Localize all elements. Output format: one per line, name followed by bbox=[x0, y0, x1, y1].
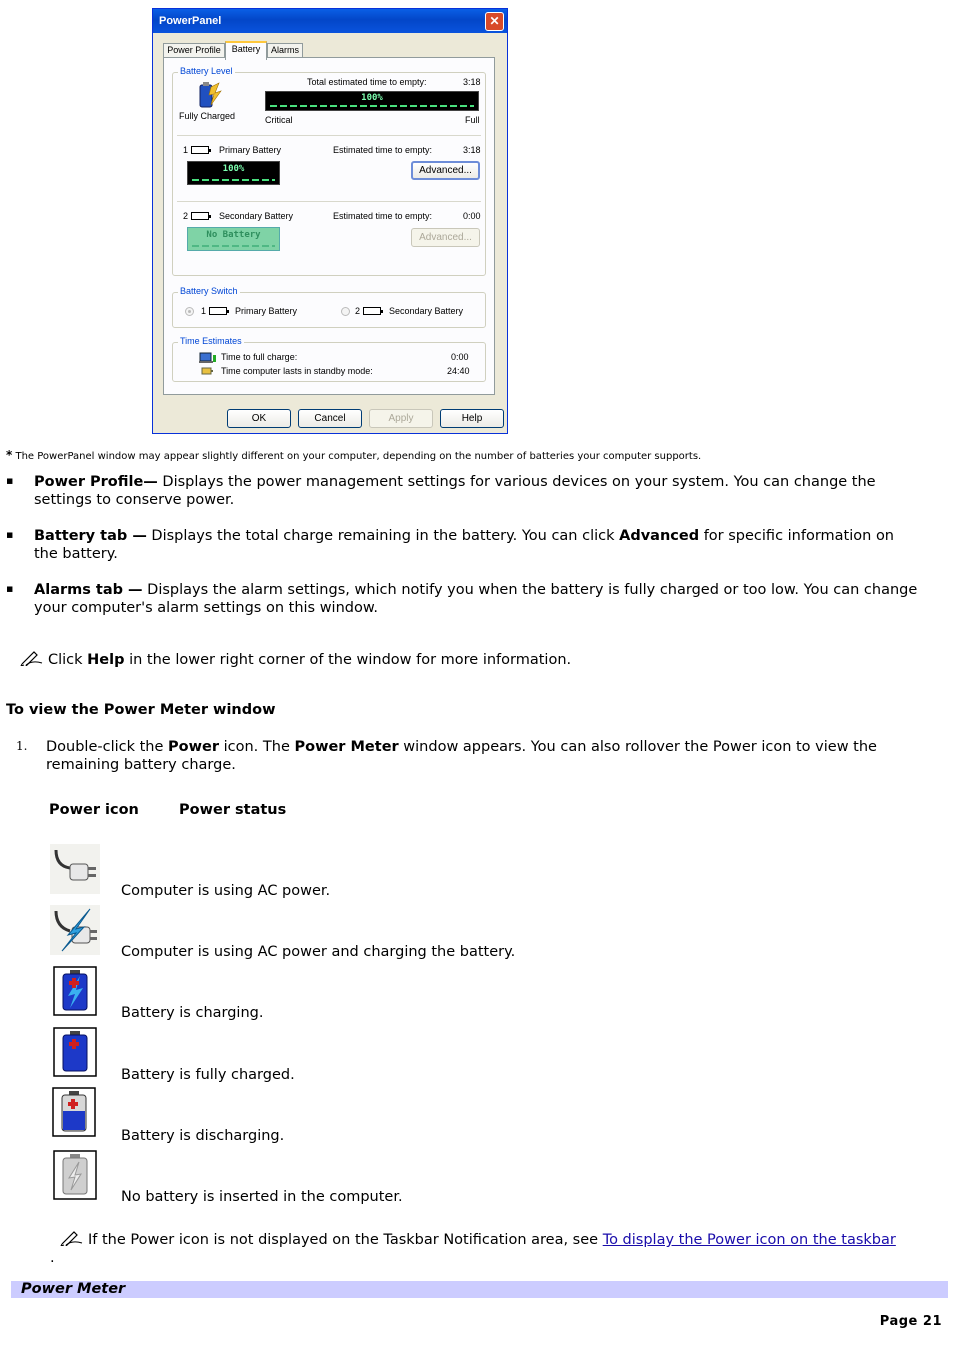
fully-charged-label: Fully Charged bbox=[179, 111, 236, 121]
bullet-bold-advanced: Advanced bbox=[619, 528, 700, 544]
powerpanel-window bbox=[152, 8, 508, 434]
full-charge-value: 0:00 bbox=[451, 352, 469, 362]
note-pre: Click bbox=[48, 652, 88, 668]
bullet-glyph: ▪ bbox=[6, 528, 14, 541]
standby-value: 24:40 bbox=[447, 366, 470, 376]
full-label: Full bbox=[465, 115, 480, 125]
note-pencil-icon bbox=[20, 650, 44, 666]
bullet-text-end: for specific information on the battery. bbox=[34, 528, 895, 562]
primary-meter-text: 100% bbox=[222, 164, 245, 174]
switch-primary-number: 1 bbox=[201, 306, 207, 316]
step-bold-power-meter: Power Meter bbox=[294, 739, 399, 755]
computer-charge-icon bbox=[199, 352, 217, 364]
switch-primary-label: Primary Battery bbox=[235, 306, 298, 316]
ac-charging-icon bbox=[50, 905, 100, 955]
secondary-label: Secondary Battery bbox=[219, 211, 294, 221]
note-taskbar bbox=[60, 1230, 896, 1248]
secondary-time-label: Estimated time to empty: bbox=[333, 211, 433, 221]
standby-icon bbox=[201, 366, 215, 376]
status-text: No battery is inserted in the computer. bbox=[121, 1189, 403, 1205]
taskbar-icon-link[interactable]: To display the Power icon on the taskbar bbox=[602, 1232, 896, 1248]
battery-small-icon bbox=[363, 307, 381, 315]
bullet-text: Displays the power management settings for various devices on your system. You can change the settings to conserve power. bbox=[34, 474, 876, 508]
primary-time-value: 3:18 bbox=[463, 145, 481, 155]
tab-power-profile[interactable]: Power Profile bbox=[163, 43, 225, 58]
secondary-number: 2 bbox=[183, 211, 189, 221]
bullet-text: Displays the total charge remaining in the battery. You can click bbox=[146, 528, 620, 544]
secondary-battery-meter bbox=[187, 227, 280, 251]
divider bbox=[177, 201, 481, 202]
standby-label: Time computer lasts in standby mode: bbox=[221, 366, 373, 376]
primary-battery-radio[interactable] bbox=[185, 307, 194, 316]
column-header-status: Power status bbox=[179, 802, 287, 818]
total-time-value: 3:18 bbox=[463, 77, 481, 87]
secondary-advanced-button[interactable]: Advanced... bbox=[411, 228, 480, 247]
close-icon[interactable]: ✕ bbox=[485, 12, 504, 31]
bullet-bold: Alarms tab — bbox=[34, 582, 143, 598]
note-help bbox=[20, 650, 571, 668]
secondary-time-value: 0:00 bbox=[463, 211, 481, 221]
primary-number: 1 bbox=[183, 145, 189, 155]
battery-switch-label: Battery Switch bbox=[180, 286, 238, 296]
status-text: Computer is using AC power and charging the battery. bbox=[121, 944, 516, 960]
divider bbox=[177, 135, 481, 136]
bullet-alarms-tab bbox=[34, 581, 919, 617]
tab-alarms[interactable]: Alarms bbox=[267, 43, 303, 58]
battery-level-group bbox=[172, 66, 486, 276]
figure-caption bbox=[6, 448, 701, 462]
note2-pre: If the Power icon is not displayed on the Taskbar Notification area, see bbox=[88, 1232, 603, 1248]
bullet-text: Displays the alarm settings, which notify you when the battery is fully charged or too low. You can change your computer's alarm settings on this window. bbox=[34, 582, 918, 616]
ac-plug-icon bbox=[50, 844, 100, 894]
total-time-label: Total estimated time to empty: bbox=[307, 77, 427, 87]
total-battery-meter bbox=[265, 91, 479, 111]
caption-star: * bbox=[6, 448, 13, 462]
total-meter-text: 100% bbox=[361, 93, 383, 103]
switch-secondary-label: Secondary Battery bbox=[389, 306, 464, 316]
bullet-glyph: ▪ bbox=[6, 582, 14, 595]
primary-label: Primary Battery bbox=[219, 145, 282, 155]
battery-small-icon bbox=[191, 146, 209, 154]
cancel-button[interactable]: Cancel bbox=[298, 409, 362, 428]
bullet-power-profile bbox=[34, 473, 919, 509]
battery-charging-icon bbox=[50, 966, 100, 1016]
meter-segments bbox=[270, 105, 474, 107]
battery-switch-group bbox=[172, 286, 486, 328]
tab-battery[interactable]: Battery bbox=[225, 41, 267, 60]
note-bold: Help bbox=[87, 652, 125, 668]
page-number: Page 21 bbox=[879, 1314, 942, 1329]
time-estimates-label: Time Estimates bbox=[180, 336, 242, 346]
bullet-glyph: ▪ bbox=[6, 474, 14, 487]
step-post: window appears. You can also rollover the Power icon to view the remaining battery charge. bbox=[46, 739, 877, 773]
switch-secondary-number: 2 bbox=[355, 306, 361, 316]
step-text bbox=[46, 738, 926, 774]
battery-full-icon bbox=[50, 1027, 100, 1077]
bullet-battery-tab bbox=[34, 527, 919, 563]
step-number: 1. bbox=[16, 739, 28, 753]
secondary-battery-radio[interactable] bbox=[341, 307, 350, 316]
battery-small-icon bbox=[191, 212, 209, 220]
meter-segments bbox=[192, 245, 275, 247]
status-text: Computer is using AC power. bbox=[121, 883, 331, 899]
step-pre: Double-click the bbox=[46, 739, 169, 755]
ok-button[interactable]: OK bbox=[227, 409, 291, 428]
primary-time-label: Estimated time to empty: bbox=[333, 145, 433, 155]
status-text: Battery is discharging. bbox=[121, 1128, 285, 1144]
battery-level-label: Battery Level bbox=[180, 66, 233, 76]
column-header-icon: Power icon bbox=[49, 802, 139, 818]
window-title: PowerPanel bbox=[153, 9, 507, 33]
meter-segments bbox=[192, 179, 275, 181]
bullet-bold: Power Profile— bbox=[34, 474, 158, 490]
no-battery-icon bbox=[50, 1150, 100, 1200]
critical-label: Critical bbox=[265, 115, 293, 125]
battery-small-icon bbox=[209, 307, 227, 315]
status-text: Battery is fully charged. bbox=[121, 1067, 295, 1083]
status-text: Battery is charging. bbox=[121, 1005, 264, 1021]
time-estimates-group bbox=[172, 336, 486, 382]
bullet-bold: Battery tab — bbox=[34, 528, 147, 544]
primary-battery-meter bbox=[187, 161, 280, 185]
section-heading: To view the Power Meter window bbox=[6, 702, 276, 718]
note2-period: . bbox=[50, 1250, 55, 1266]
tab-panel bbox=[163, 57, 495, 395]
step-bold-power: Power bbox=[168, 739, 220, 755]
secondary-meter-text: No Battery bbox=[206, 230, 261, 240]
help-button[interactable]: Help bbox=[440, 409, 504, 428]
note-pencil-icon bbox=[60, 1230, 84, 1246]
primary-advanced-button[interactable]: Advanced... bbox=[411, 161, 480, 180]
full-charge-label: Time to full charge: bbox=[221, 352, 298, 362]
apply-button[interactable]: Apply bbox=[369, 409, 433, 428]
caption-text: The PowerPanel window may appear slightly different on your computer, depending on the number of batteries your computer supports. bbox=[12, 451, 702, 462]
section-footer-bar: Power Meter bbox=[11, 1281, 948, 1298]
battery-status-icon bbox=[197, 81, 223, 109]
note-post: in the lower right corner of the window for more information. bbox=[124, 652, 572, 668]
step-mid: icon. The bbox=[219, 739, 295, 755]
battery-discharging-icon bbox=[50, 1087, 100, 1137]
